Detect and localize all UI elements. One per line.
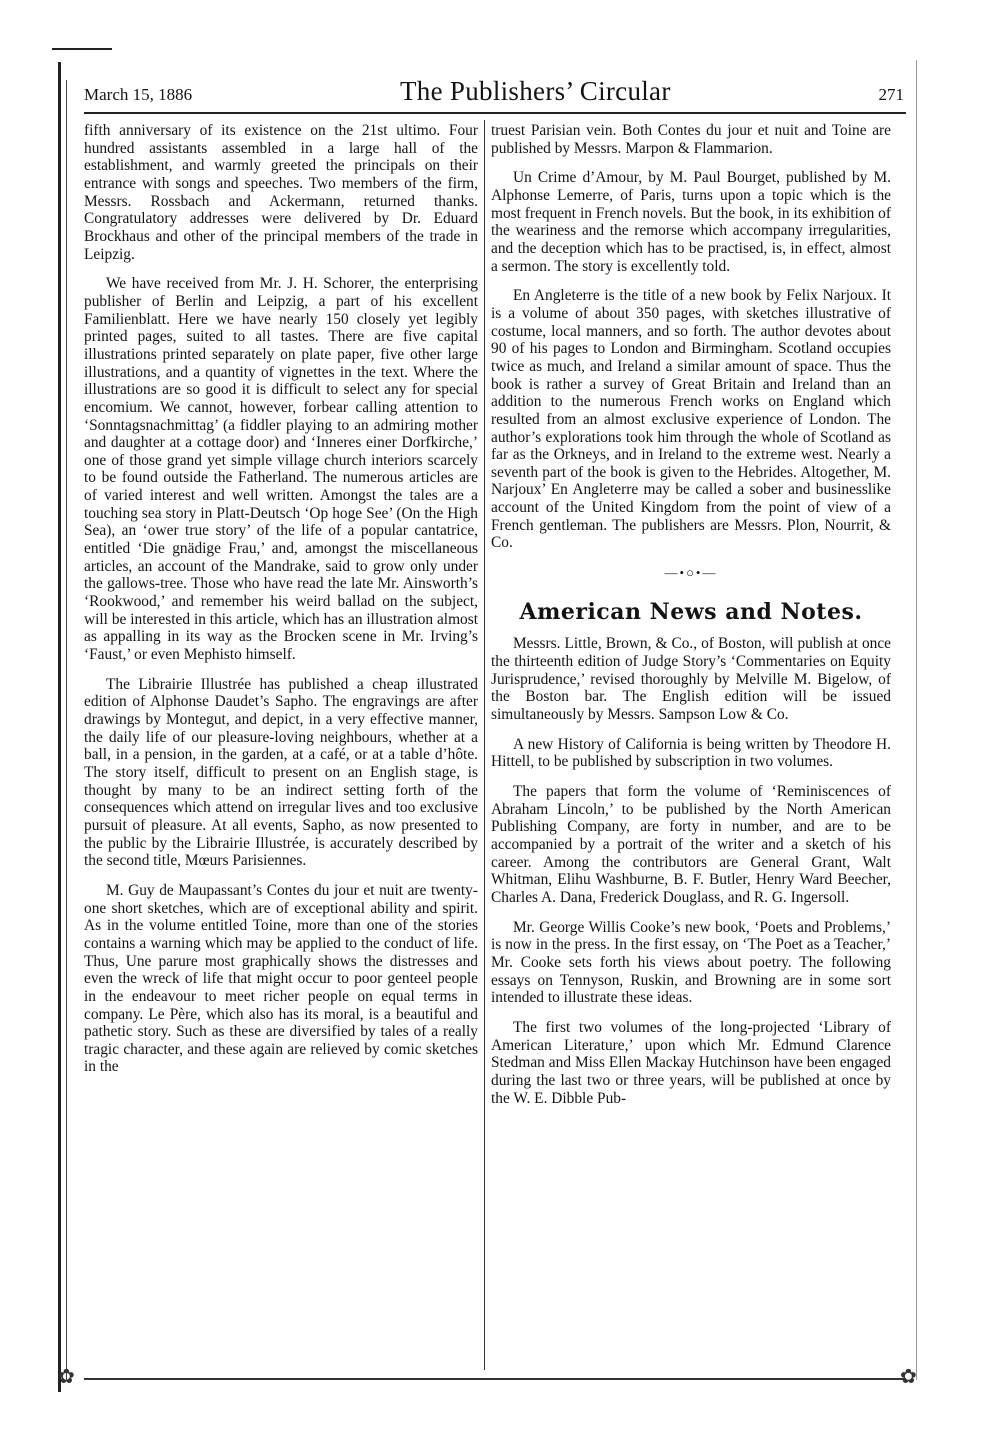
paragraph-library-american-literature: The first two volumes of the long-projected ‘Library of American Literature,’ upon which Mr. Edmund Clarence Stedman and Miss Ellen Mackay Hutchinson have been engaged during the last two or three years, will be published at once by the W. E. Dibble Pub- [491, 1018, 891, 1107]
paragraph-little-brown: Messrs. Little, Brown, & Co., of Boston, will publish at once the thirteenth edition of Judge Story’s ‘Commentaries on Equity Jurisprudence,’ revised thoroughly by Melville M. Bigelow, of the Boston bar. The English edition will be issued simultaneously by Messrs. Sampson Low & Co. [491, 635, 891, 724]
paragraph-maupassant: M. Guy de Maupassant’s Contes du jour et nuit are twenty-one short sketches, which are of exceptional ability and spirit. As in the volume entitled Toine, more than one of the stories contains a warning which may be applied to the conduct of life. Thus, Une parure most graphically shows the distresses and even the wreck of life that might occur to poor genteel people in the endeavour to meet richer people on equal terms in company. Le Père, which also has its moral, is a beautiful and pathetic story. Such as these are diversified by tales of a really tragic character, and these again are relieved by comic sketches in the [84, 881, 478, 1076]
paragraph-familienblatt: We have received from Mr. J. H. Schorer, the enterprising publisher of Berlin and Leipzig, a part of his excellent Familienblatt. Here we have nearly 150 closely yet legibly printed pages, suited to all tastes. There are five capital illustrations printed separately on plate paper, five other large illustrations, and a quantity of vignettes in the text. Where the illustrations are so good it is difficult to select any for special encomium. We cannot, however, forbear calling attention to ‘Sonntagsnachmittag’ (a fiddler playing to an admiring mother and daughter at a cottage door) and ‘Inneres einer Dorfkirche,’ one of those grand yet simple village church interiors scarcely to be found outside the Fatherland. The numerous articles are of varied interest and well written. Amongst the tales are a touching sea story in Platt-Deutsch ‘Op hoge See’ (On the High Sea), an ‘ower true story’ of the life of a popular cantatrice, entitled ‘Die gnädige Frau,’ and, amongst the miscellaneous articles, an account of the Mandrake, said to grow only under the gallows-tree. Those who have read the late Mr. Ainsworth’s ‘Rookwood,’ and remember his weird ballad on the subject, will be interested in this article, which has an illustration almost as appalling in its way as the Brocken scene in Mr. Irving’s ‘Faust,’ or even Mephisto himself. [84, 275, 478, 664]
left-column [84, 122, 478, 1088]
paragraph-librairie-illustree: The Librairie Illustrée has published a cheap illustrated edition of Alphonse Daudet’s Sapho. The engravings are after drawings by Montegut, and depict, in a very effective manner, the daily life of our pleasure-loving neighbours, whether at a ball, in a pension, in the garden, at a café, or at a table d’hôte. The story itself, difficult to present on an English stage, is thought by many to be an indirect setting forth of the consequences which attend on irregular lives and too exclusive pursuit of pleasure. At all events, Sapho, as now presented to the public by the Librairie Illustrée, is accurately described by the second title, Mœurs Parisiennes. [84, 675, 478, 870]
journal-title: The Publishers’ Circular [399, 76, 671, 106]
page-header [84, 76, 904, 110]
section-separator-ornament: —•○•— [664, 565, 718, 581]
header-date: March 15, 1886 [84, 85, 193, 104]
paragraph-history-california: A new History of California is being written by Theodore H. Hittell, to be published by subscription in two volumes. [491, 735, 891, 771]
paragraph-lincoln-reminiscences: The papers that form the volume of ‘Reminiscences of Abraham Lincoln,’ to be published by the North American Publishing Company, are forty in number, and are to be accompanied by a portrait of the writer and a sketch of his career. Among the contributors are General Grant, Walt Whitman, Elihu Washburne, B. F. Butler, Henry Ward Beecher, Charles A. Dana, Frederick Douglass, and R. G. Ingersoll. [491, 783, 891, 906]
right-column [491, 122, 891, 1119]
paragraph-leipzig-anniversary: fifth anniversary of its existence on the 21st ultimo. Four hundred assistants assembled in a large hall of the establishment, and warmly greeted the principals on their entrance with songs and speeches. Two members of the firm, Messrs. Rossbach and Ackermann, returned thanks. Congratulatory addresses were delivered by Dr. Eduard Brockhaus and other of the principal members of the trade in Leipzig. [84, 122, 478, 263]
bottom-left-ornament: ✿ [58, 1366, 75, 1388]
right-border-rule [916, 60, 917, 1380]
corner-ornament [52, 48, 112, 64]
bottom-right-ornament: ✿ [900, 1366, 917, 1388]
section-heading: American News and Notes. [519, 598, 863, 625]
paragraph-en-angleterre: En Angleterre is the title of a new book by Felix Narjoux. It is a volume of about 350 pages, with sketches illustrative of costume, local manners, and so forth. The author devotes about 90 of his pages to London and Birmingham. Scotland occupies twice as much, and Ireland a similar amount of space. Thus the book is rather a survey of Great Britain and Ireland than an addition to the numerous French works on England which resulted from an almost exclusive experience of London. The author’s explorations took him through the whole of Scotland as far as the Orkneys, and in Ireland to the extreme west. Nearly a seventh part of the book is given to the Hebrides. Altogether, M. Narjoux’ En Angleterre may be called a sober and businesslike account of the United Kingdom from the point of view of a French gentleman. The publishers are Messrs. Plon, Nourrit, & Co. [491, 287, 891, 552]
paragraph-parisian-vein: truest Parisian vein. Both Contes du jour et nuit and Toine are published by Messrs. Marpon & Flammarion. [491, 122, 891, 157]
paragraph-poets-and-problems: Mr. George Willis Cooke’s new book, ‘Poets and Problems,’ is now in the press. In the first essay, on ‘The Poet as a Teacher,’ Mr. Cooke sets forth his views about poetry. The following essays on Tennyson, Ruskin, and Browning are in some sort intended to illustrate these ideas. [491, 918, 891, 1007]
paragraph-crime-d-amour: Un Crime d’Amour, by M. Paul Bourget, published by M. Alphonse Lemerre, of Paris, turns upon a topic which is the most frequent in French novels. But the book, in its exhibition of the weariness and the remorse which accompany irregularities, and the deception which has to be practised, is, in effect, almost a sermon. The story is excellently told. [491, 169, 891, 275]
header-rule [84, 112, 906, 114]
left-border-rule [58, 62, 61, 1392]
page-number: 271 [878, 85, 904, 104]
left-border-rule-inner [66, 80, 67, 1380]
bottom-rule [84, 1378, 906, 1380]
column-divider [484, 120, 485, 1370]
